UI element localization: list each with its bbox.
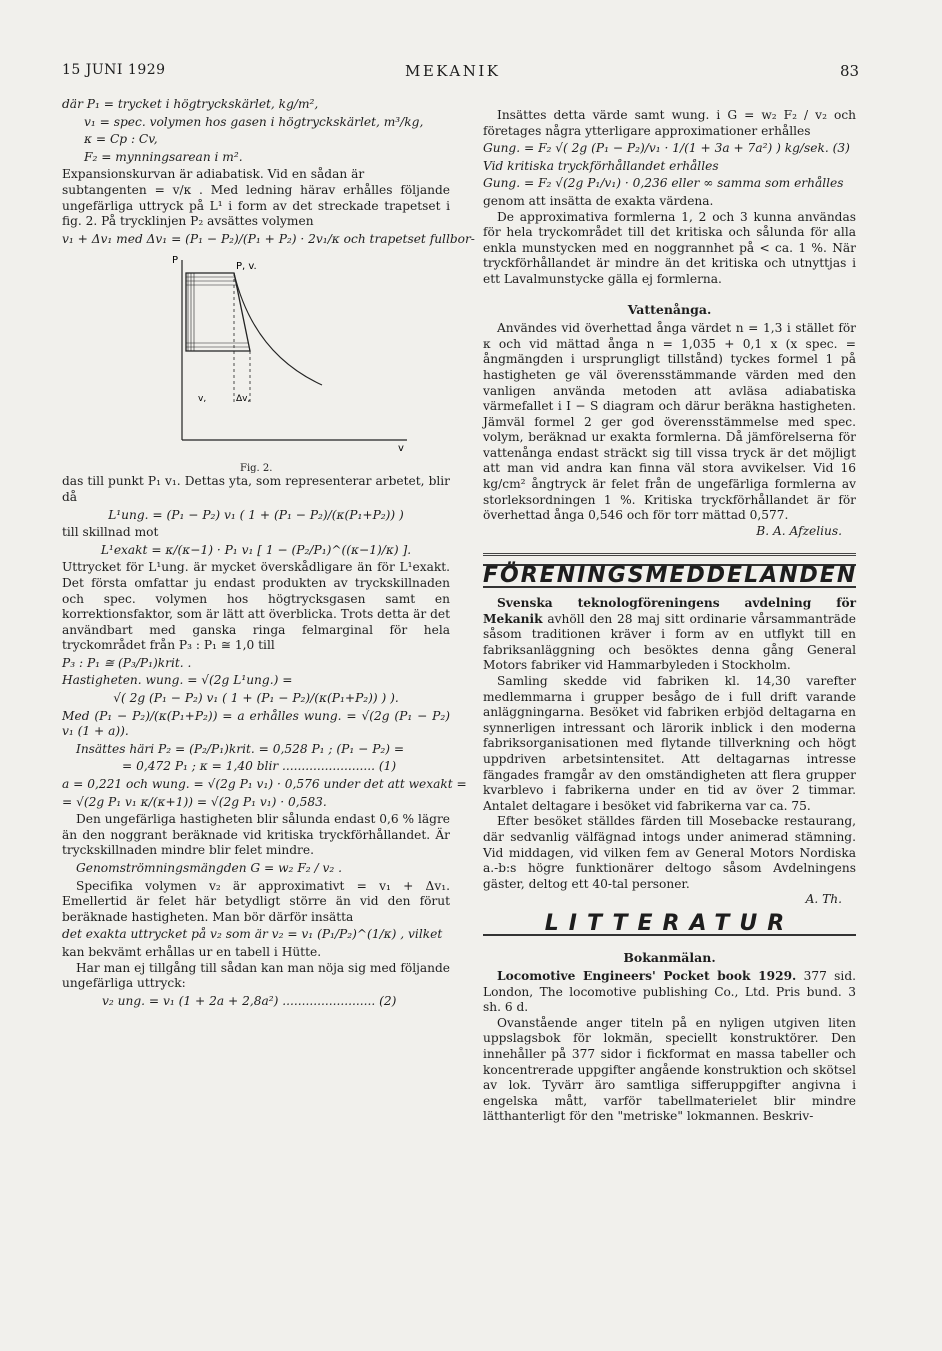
signature-afzelius: B. A. Afzelius. bbox=[756, 523, 842, 538]
forening-lead: Svenska teknologföreningens avdelning för Mekanik bbox=[483, 596, 856, 626]
equation-lexakt: L¹exakt = κ/(κ−1) · P₁ v₁ [ 1 − (P₂/P₁)^((κ−1)/κ) ]. bbox=[100, 542, 412, 557]
paragraph-samling: Samling skedde vid fabriken kl. 14,30 varefter medlemmarna i grupper besågo de i full drift varande anläggningarna. Besöket vid fabriken erbjöd deltagarna en synnerligen intressant och lärorik inblick i den moderna fabriksorganisationen med flytande tillverkning och högt uppdriven arbetsintensitet. Att deltagarnas intresse fängades framgår av den omständigheten att flera grupper kvarblevo i fabrikerna under en tid av över 2 timmar. Antalet deltagare i besöket vid fabrikerna var ca. 75. bbox=[483, 674, 856, 813]
label-p: P bbox=[172, 255, 179, 267]
trapets-hatching bbox=[186, 273, 249, 351]
banner-litteratur: LITTERATUR bbox=[483, 916, 856, 936]
book-lead: Locomotive Engineers' Pocket book 1929. bbox=[497, 969, 797, 984]
equation-2: v₂ ung. = v₁ (1 + 2a + 2,8a²) ........................ (2) bbox=[102, 993, 397, 1008]
section-divider bbox=[483, 553, 856, 556]
paragraph-insattes-detta: Insättes detta värde samt wung. i G = w₂ F₂ / v₂ och företages några ytterligare approximationer erhålles bbox=[483, 108, 856, 138]
label-dv: Δv, bbox=[236, 394, 251, 405]
equation-sqrt: √( 2g (P₁ − P₂) v₁ ( 1 + (P₁ − P₂)/(κ(P₁+P₂)) ) ). bbox=[113, 691, 399, 706]
equation-hastighet: Hastigheten. wung. = √(2g L¹ung.) = bbox=[62, 673, 293, 688]
header-page-number: 83 bbox=[840, 62, 860, 80]
paragraph-uttryck: Uttrycket för L¹ung. är mycket överskådligare än för L¹exakt. Det första omfattar ju endast produkten av tryckskillnaden och spec. volymen hos högtrycksgasen samt en korrektionsfaktor, som är lätt att överblicka. Trots detta är det användbart med ganska ringa felmarginal för hela tryckområdet från P₃ : P₁ ≅ 1,0 till bbox=[62, 560, 450, 653]
section-title-bokanmalan: Bokanmälan. bbox=[623, 949, 716, 965]
equation-p3p1: P₃ : P₁ ≅ (P₃/P₁)krit. . bbox=[62, 655, 192, 670]
paragraph-book-title bbox=[483, 969, 856, 1016]
paragraph-tillgang: Har man ej tillgång till sådan kan man nöja sig med följande ungefärliga uttryck: bbox=[62, 960, 450, 991]
header-journal: MEKANIK bbox=[405, 62, 501, 80]
equation-a: a = 0,221 och wung. = √(2g P₁ v₁) · 0,576 under det att wexakt = bbox=[62, 777, 467, 792]
definition-line: där P₁ = trycket i högtryckskärlet, kg/m², bbox=[62, 97, 319, 111]
equation-gkrit: Gung. = F₂ √(2g P₁/v₁) · 0,236 eller ∞ samma som erhålles bbox=[483, 176, 844, 191]
text-skillnad: till skillnad mot bbox=[62, 525, 159, 540]
equation-insattes: Insättes häri P₂ = (P₂/P₁)krit. = 0,528 P₁ ; (P₁ − P₂) = bbox=[76, 741, 405, 756]
book-details: 377 sid. London, The locomotive publishing Co., Ltd. Pris bund. 3 sh. 6 d. bbox=[483, 969, 856, 1015]
paragraph-book: Ovanstående anger titeln på en nyligen utgiven liten uppslagsbok för lokmän, speciellt konstruktörer. Den innehåller på 377 sidor i fickformat en massa tabeller och koncentrerade uppgifter angående konstruktion och skötsel av lok. Tyvärr äro samtliga sifferuppgifter angivna i engelska mått, varför tabellmaterielet blir mindre lätthanterligt för den "metriske" lokmannen. Beskriv- bbox=[483, 1015, 856, 1124]
label-p1v1: P, v. bbox=[236, 261, 257, 273]
equation-genom: Genomströmningsmängden G = w₂ F₂ / v₂ . bbox=[76, 861, 343, 875]
figure-2 bbox=[62, 255, 450, 475]
signature-ath: A. Th. bbox=[805, 892, 842, 907]
pv-diagram bbox=[172, 255, 412, 460]
adiabat-curve bbox=[234, 273, 322, 385]
paragraph-vattenanga: Användes vid överhettad ånga värdet n = 1,3 i stället för κ och vid mättad ånga n = 1,035 + 0,1 x (x spec. = ångmängden i ursprungligt tillstånd) tyckes formel 1 på hastigheten ge väl överensstämmande värden med den vanligen använda metoden att avläsa adiabatiska värmefallet i I − S diagram och därur beräkna hastigheten. Jämväl formel 2 ger god överensstämmelse med spec. volym, beräknad ur exakta formlerna. Då jämförelserna för vattenånga endast sträckt sig till vissa tryck är det möjligt att man vid andra kan finna väl stora avvikelser. Vid 16 kg/cm² ångtryck är felet från de ungefärliga formlerna av storleksordningen 1 %. Kritiska tryckförhållandet är för överhettad ånga 0,546 och för torr mättad 0,577. bbox=[483, 321, 856, 523]
right-column bbox=[483, 108, 856, 1125]
definition-line: κ = Cp : Cv, bbox=[84, 132, 158, 147]
banner-foreningsmeddelanden: FÖRENINGSMEDDELANDEN bbox=[483, 563, 858, 589]
equation-wexakt: = √(2g P₁ v₁ κ/(κ+1)) = √(2g P₁ v₁) · 0,583. bbox=[62, 794, 327, 809]
section-title-vattenanga: Vattenånga. bbox=[627, 301, 712, 317]
equation-3: Gung. = F₂ √( 2g (P₁ − P₂)/v₁ · 1/(1 + 3a + 7a²) ) kg/sek. (3) bbox=[483, 141, 850, 156]
equation-trapets: v₁ + Δv₁ med Δv₁ = (P₁ − P₂)/(P₁ + P₂) · 2v₁/κ och trapetset fullbor- bbox=[62, 231, 475, 246]
paragraph-arbete: das till punkt P₁ v₁. Dettas yta, som representerar arbetet, blir då bbox=[62, 474, 450, 504]
paragraph-efter: Efter besöket ställdes färden till Mosebacke restaurang, där sedvanlig välfägnad intogs under animerad stämning. Vid middagen, vid vilken fem av General Motors Nordiska a.-b:s högre funktionärer deltogo såsom Avdelningens gäster, deltog ett 40-tal personer. bbox=[483, 814, 856, 891]
forening-text: avhöll den 28 maj sitt ordinarie vårsammanträde såsom traditionen kräver i form av en utflykt till en fabriksanläggning och besöktes denna gång General Motors fabriker vid Hammarbyleden i Stockholm. bbox=[483, 611, 856, 673]
definition-line: v₁ = spec. volymen hos gasen i högtryckskärlet, m³/kg, bbox=[84, 114, 424, 129]
figure-caption: Fig. 2. bbox=[240, 463, 273, 475]
paragraph-genom: genom att insätta de exakta värdena. bbox=[483, 193, 714, 208]
left-column bbox=[62, 95, 475, 1011]
paragraph-ungefarliga: Den ungefärliga hastigheten blir sålunda endast 0,6 % lägre än den noggrant beräknade vid kritiska tryckförhållandet. Är tryckskillnaden mindre blir felet mindre. bbox=[62, 812, 450, 858]
label-v: v bbox=[398, 443, 404, 455]
header-date: 15 JUNI 1929 bbox=[62, 62, 166, 78]
equation-1: = 0,472 P₁ ; κ = 1,40 blir ........................ (1) bbox=[122, 759, 397, 774]
paragraph-forening bbox=[483, 596, 856, 674]
label-v1: v, bbox=[198, 394, 207, 405]
equation-med: Med (P₁ − P₂)/(κ(P₁+P₂)) = a erhålles wung. = √(2g (P₁ − P₂) v₁ (1 + a)). bbox=[62, 708, 450, 739]
text-kritiska: Vid kritiska tryckförhållandet erhålles bbox=[483, 158, 719, 173]
paragraph-approx: De approximativa formlerna 1, 2 och 3 kunna användas för hela tryckområdet till det kritiska och sålunda för alla enkla munstycken med en noggrannhet på < ca. 1 %. När tryckförhållandet är mindre än det kritiska och utnyttjas i ett Lavalmunstycke gälla ej formlerna. bbox=[483, 209, 856, 286]
equation-v2: det exakta uttrycket på v₂ som är v₂ = v₁ (P₁/P₂)^(1/κ) , vilket bbox=[62, 927, 443, 942]
equation-lung: L¹ung. = (P₁ − P₂) v₁ ( 1 + (P₁ − P₂)/(κ(P₁+P₂)) ) bbox=[108, 507, 404, 522]
definition-line: F₂ = mynningsarean i m². bbox=[84, 149, 243, 164]
paragraph-hutte: kan bekvämt erhållas ur en tabell i Hütte. bbox=[62, 944, 322, 959]
definition-line: Expansionskurvan är adiabatisk. Vid en sådan är bbox=[62, 167, 365, 182]
paragraph-subtangent: subtangenten = v/κ . Med ledning härav erhålles följande ungefärliga uttryck på L¹ i form av det streckade trapetset i fig. 2. På trycklinjen P₂ avsättes volymen bbox=[62, 182, 450, 229]
paragraph-specifika: Specifika volymen v₂ är approximativt = v₁ + Δv₁. Emellertid är felet här betydligt större än vid den förut beräknade hastigheten. Man bör därför insätta bbox=[62, 878, 450, 924]
